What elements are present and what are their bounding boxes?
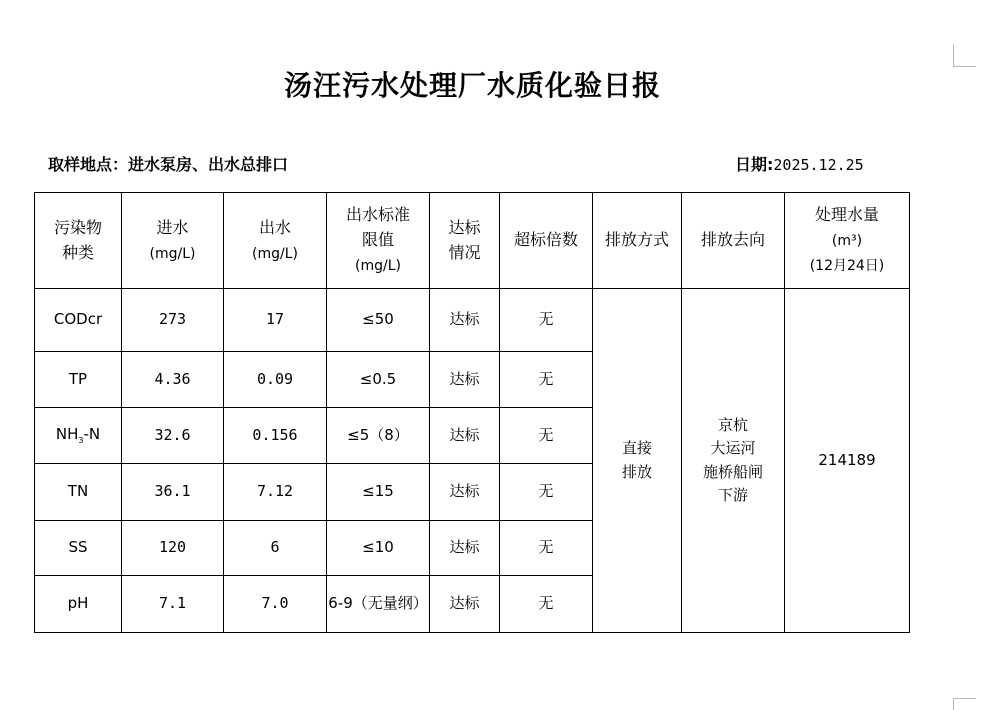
outflow-cell: 0.09 xyxy=(224,352,327,408)
pollutant-cell: SS xyxy=(35,521,122,576)
date-label: 日期: xyxy=(735,155,774,174)
limit-cell: ≤10 xyxy=(327,521,430,576)
report-title: 汤汪污水处理厂水质化验日报 xyxy=(283,69,661,102)
header-pollutant: 污染物 种类 xyxy=(35,193,122,289)
header-row xyxy=(35,193,910,289)
header-limit: 出水标准 限值 (mg/L) xyxy=(327,193,430,289)
water-quality-table xyxy=(34,192,910,633)
exceed-cell: 无 xyxy=(500,352,593,408)
report-date xyxy=(735,152,864,175)
table-row xyxy=(35,289,910,352)
status-cell: 达标 xyxy=(430,289,500,352)
sampling-label: 取样地点： xyxy=(48,155,129,174)
date-value: 2025.12.25 xyxy=(773,156,864,174)
header-compliance: 达标 情况 xyxy=(430,193,500,289)
status-cell: 达标 xyxy=(430,352,500,408)
header-exceed-multiple: 超标倍数 xyxy=(500,193,593,289)
outflow-cell: 0.156 xyxy=(224,408,327,464)
inflow-cell: 273 xyxy=(122,289,224,352)
pollutant-cell: CODcr xyxy=(35,289,122,352)
header-outflow: 出水 (mg/L) xyxy=(224,193,327,289)
limit-cell: 6-9（无量纲） xyxy=(327,576,430,633)
exceed-cell: 无 xyxy=(500,521,593,576)
discharge-direction-cell: 京杭 大运河 施桥船闸 下游 xyxy=(682,289,785,633)
exceed-cell: 无 xyxy=(500,576,593,633)
status-cell: 达标 xyxy=(430,408,500,464)
status-cell: 达标 xyxy=(430,576,500,633)
inflow-cell: 4.36 xyxy=(122,352,224,408)
header-treated-volume: 处理水量 (m³) (12月24日) xyxy=(785,193,910,289)
sampling-value: 进水泵房、出水总排口 xyxy=(128,155,289,174)
limit-cell: ≤0.5 xyxy=(327,352,430,408)
sampling-location xyxy=(48,152,288,175)
exceed-cell: 无 xyxy=(500,289,593,352)
discharge-method-cell: 直接 排放 xyxy=(593,289,682,633)
pollutant-cell: TP xyxy=(35,352,122,408)
exceed-cell: 无 xyxy=(500,464,593,521)
pollutant-cell: TN xyxy=(35,464,122,521)
status-cell: 达标 xyxy=(430,521,500,576)
limit-cell: ≤5（8） xyxy=(327,408,430,464)
status-cell: 达标 xyxy=(430,464,500,521)
inflow-cell: 7.1 xyxy=(122,576,224,633)
outflow-cell: 17 xyxy=(224,289,327,352)
pollutant-cell: $NH_3-N$ xyxy=(35,408,122,464)
exceed-cell: 无 xyxy=(500,408,593,464)
page-corner-mark-top xyxy=(953,44,976,67)
pollutant-cell: pH xyxy=(35,576,122,633)
limit-cell: ≤15 xyxy=(327,464,430,521)
inflow-cell: 120 xyxy=(122,521,224,576)
inflow-cell: 32.6 xyxy=(122,408,224,464)
header-discharge-direction: 排放去向 xyxy=(682,193,785,289)
outflow-cell: 7.0 xyxy=(224,576,327,633)
header-inflow: 进水 (mg/L) xyxy=(122,193,224,289)
page-corner-mark-bottom xyxy=(953,698,976,710)
outflow-cell: 6 xyxy=(224,521,327,576)
treated-volume-cell: 214189 xyxy=(785,289,910,633)
limit-cell: ≤50 xyxy=(327,289,430,352)
header-discharge-method: 排放方式 xyxy=(593,193,682,289)
outflow-cell: 7.12 xyxy=(224,464,327,521)
inflow-cell: 36.1 xyxy=(122,464,224,521)
